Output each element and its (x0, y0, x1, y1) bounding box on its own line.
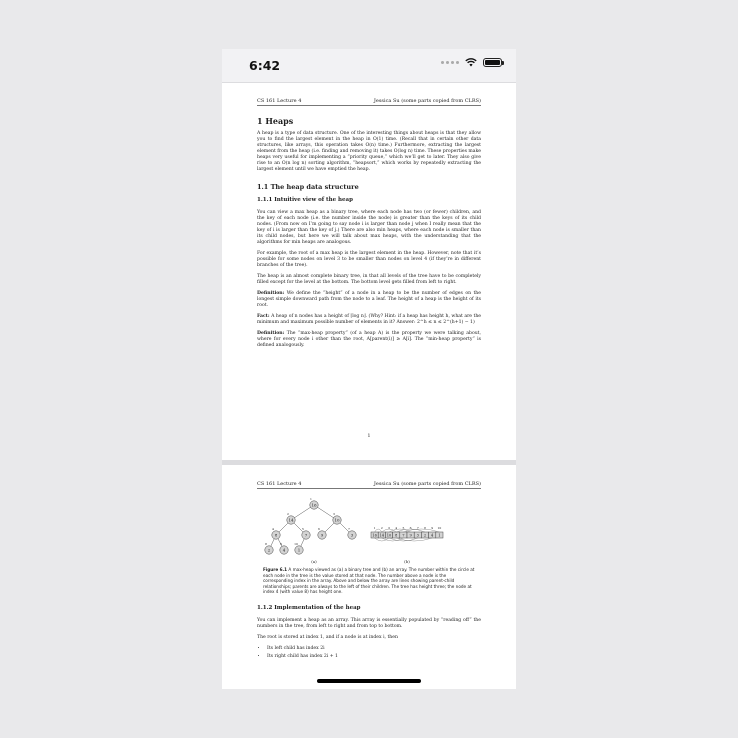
definition-text: The “max-heap property” (of a heap A) is the property we were talking about, where for every node i other than the root, A[parent(i)] ≥ A[i]. The “min-heap property” is defined analogously. (257, 331, 481, 348)
tree-node-value: 1 (297, 547, 301, 553)
array-parent-link (389, 538, 418, 541)
definition-height (257, 291, 481, 309)
fact-text: A heap of n nodes has a height of ⌊log n⌋. (Why? Hint: if a heap has height h, what are the minimum and maximum possible number of elements in it? Answer: 2^h ≤ n ≤ 2^(h+1) − 1) (257, 314, 481, 325)
array-parent-link (396, 538, 432, 541)
wifi-icon (465, 58, 477, 67)
tree-node-value: 3 (350, 532, 354, 538)
array-parent-link (375, 538, 389, 541)
page-number: 1 (367, 433, 371, 439)
home-indicator[interactable] (317, 679, 421, 683)
array-cell-value: 16 (372, 533, 377, 538)
status-time: 6:42 (249, 58, 281, 73)
array-index: 4 (395, 526, 398, 530)
caption-label: Figure 6.1 (263, 567, 288, 572)
tree-node-index: 4 (272, 527, 274, 531)
tree-node-value: 7 (304, 532, 308, 538)
intro-paragraph: A heap is a type of data structure. One of the interesting things about heaps is that they allow you to find the largest element in the heap in O(1) time. (Recall that in certain other data structures, like arrays, this operation takes O(n) time.) Furthermore, extracting the largest element from the heap (i.e. finding and removing it) takes O(log n) time. These properties make heaps very useful for implementing a “priority queue,” which we’ll get to later. They also give rise to an O(n log n) sorting algorithm, “heapsort,” which works by repeatedly extracting the largest element until we have emptied the heap. (257, 131, 481, 172)
battery-icon (483, 58, 502, 67)
array-cell-value: 4 (431, 533, 434, 538)
array-index: 6 (409, 526, 412, 530)
list-item: • Its left child has index 2i (267, 645, 481, 653)
signal-dots-icon (441, 61, 459, 64)
header-right: Jessica Su (some parts copied from CLRS) (373, 481, 481, 487)
tree-node-value: 8 (274, 532, 278, 538)
paragraph: The heap is an almost complete binary tree, in that all levels of the tree have to be completely filled except for the level at the bottom. The bottom level gets filled from left to right. (257, 274, 481, 285)
array-cell-value: 8 (395, 533, 398, 538)
array-index: 3 (388, 526, 390, 530)
tree-node-index: 7 (348, 527, 350, 531)
array-cell-value: 3 (416, 533, 419, 538)
array-cell-value: 9 (409, 533, 412, 538)
definition-text: We define the “height” of a node in a heap to be the number of edges on the longest simple downward path from the node to a leaf. The height of a heap is the height of its root. (257, 291, 481, 308)
tree-node-index: 6 (318, 527, 320, 531)
phone-screen (222, 49, 516, 689)
tree-node-value: 2 (267, 547, 271, 553)
header-right: Jessica Su (some parts copied from CLRS) (373, 98, 481, 104)
figure-label-a: (a) (311, 559, 317, 564)
fact-height (257, 314, 481, 326)
page-header (257, 481, 481, 489)
array-index: 8 (424, 526, 426, 530)
tree-node-value: 10 (334, 517, 340, 523)
tree-node-index: 9 (280, 542, 282, 546)
tree-node-value: 14 (288, 517, 294, 523)
header-left: CS 161 Lecture 4 (257, 98, 302, 104)
fact-label: Fact: (257, 314, 270, 319)
tree-node-index: 8 (265, 542, 267, 546)
index-list (257, 645, 481, 661)
figure-caption (263, 567, 475, 595)
tree-node-value: 4 (282, 547, 286, 553)
tree-node-index: 2 (287, 512, 289, 516)
array-cell-value: 10 (386, 533, 392, 538)
tree-node-value: 9 (320, 532, 324, 538)
tree-node-index: 1 (310, 497, 312, 501)
array-index: 5 (402, 526, 405, 530)
subsection-title: 1.1 The heap data structure (257, 183, 359, 191)
paragraph: The root is stored at index 1, and if a node is at index i, then (257, 634, 398, 640)
paragraph: You can implement a heap as an array. This array is essentially populated by “reading off” the numbers in the tree, from left to right and from top to bottom. (257, 617, 481, 629)
list-item: • Its right child has index 2i + 1 (267, 653, 481, 661)
figure-label-b: (b) (404, 559, 410, 564)
heap-figure-svg (257, 495, 481, 565)
status-icons (441, 58, 502, 67)
array-index: 7 (416, 526, 419, 530)
document-page-2 (222, 465, 516, 689)
definition-label: Definition: (257, 331, 285, 336)
tree-node-value: 16 (311, 502, 317, 508)
array-cell-value: 1 (438, 533, 441, 538)
subsubsection-title: 1.1.1 Intuitive view of the heap (257, 197, 353, 203)
heap-figure (257, 495, 481, 565)
document-page-1 (222, 83, 516, 460)
array-index: 1 (373, 526, 376, 530)
array-index: 10 (437, 526, 442, 530)
subsubsection-title: 1.1.2 Implementation of the heap (257, 604, 361, 611)
status-bar (222, 49, 516, 82)
array-index: 9 (431, 526, 434, 530)
page-1-content (257, 98, 481, 349)
paragraph: For example, the root of a max heap is the largest element in the heap. However, note that it’s possible for some nodes on level 3 to be smaller than nodes on level 4 (if they’re in different branches of the tree). (257, 251, 481, 268)
array-cell-value: 14 (379, 533, 385, 538)
section-title: 1 Heaps (257, 116, 294, 126)
array-cell-value: 7 (402, 533, 405, 538)
tree-node-index: 10 (294, 542, 298, 546)
definition-label: Definition: (257, 291, 285, 296)
tree-node-index: 3 (333, 512, 335, 516)
header-left: CS 161 Lecture 4 (257, 481, 302, 487)
array-cell-value: 2 (423, 533, 427, 538)
page-header (257, 98, 481, 106)
page-2-content (257, 481, 481, 661)
tree-node-index: 5 (302, 527, 304, 531)
paragraph: You can view a max heap as a binary tree, where each node has two (or fewer) children, and the key of each node (i.e. the number inside the node) is greater than the keys of its child nodes. (From now on I’m going to say node i is larger than node j when I really mean that the key of i is larger than the key of j.) There are also min heaps, where each node is smaller than its child nodes, but here we will talk about max heaps, with the understanding that the algorithms for min heaps are analogous. (257, 210, 481, 245)
definition-max-heap (257, 331, 481, 349)
caption-text: A max-heap viewed as (a) a binary tree and (b) an array. The number within the circle at each node in the tree is the value stored at that node. The number above a node is the corresponding index in the array. Above and below the array are lines showing parent-child relationships; parents are always to the left of their children. The tree has height three; the node at index 4 (with value 8) has height one. (263, 567, 475, 595)
array-index: 2 (380, 526, 383, 530)
